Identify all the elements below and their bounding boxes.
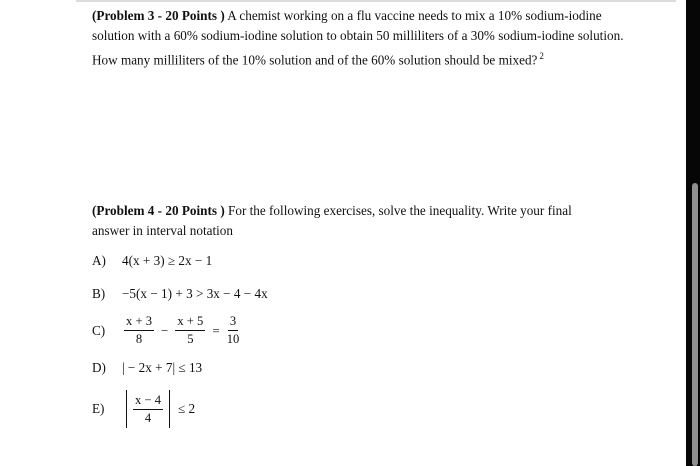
item-label: C): [92, 322, 106, 338]
inequality-d: [92, 360, 202, 376]
problem-4-heading: (Problem 4 - 20 Points ): [92, 203, 225, 218]
numerator: 3: [228, 314, 238, 331]
problem-4-paragraph: [92, 201, 592, 241]
fraction: [133, 393, 163, 426]
fraction: [124, 314, 154, 347]
inequality-e: [92, 390, 195, 428]
scrollbar-thumb[interactable]: [692, 183, 698, 466]
fraction: [227, 314, 240, 347]
item-label: A): [92, 253, 106, 268]
equals-operator: =: [212, 322, 220, 338]
problem-3-paragraph: [92, 6, 642, 70]
absolute-value-bar-right: [169, 390, 170, 428]
numerator: x + 3: [124, 314, 154, 331]
item-label: E): [92, 401, 105, 416]
footnote-marker: 2: [539, 51, 544, 61]
denominator: 10: [226, 332, 240, 346]
denominator: 5: [187, 332, 194, 346]
inequality-expression: −5(x − 1) + 3 > 3x − 4 − 4x: [122, 286, 268, 301]
scrollbar-track[interactable]: [686, 0, 700, 466]
inequality-c: [92, 314, 241, 347]
inequality-rhs: ≤ 2: [178, 401, 196, 416]
problem-3-heading: (Problem 3 - 20 Points ): [92, 8, 225, 23]
minus-operator: −: [161, 322, 169, 338]
denominator: 4: [144, 410, 152, 425]
inequality-a: [92, 253, 212, 269]
inequality-b: [92, 286, 268, 302]
problem-3-text: A chemist working on a flu vaccine needs to mix a 10% sodium-iodine solution with a 60% sodium-iodine solution to obtain 50 milliliters of a 30% sodium-iodine solution. How many milliliters of the 10% solution and of the 60% solution should be mixed?: [92, 8, 624, 68]
page-top-edge: [76, 0, 676, 2]
inequality-expression: | − 2x + 7| ≤ 13: [122, 360, 203, 375]
inequality-expression: 4(x + 3) ≥ 2x − 1: [122, 253, 213, 268]
problem-4-text: For the following exercises, solve the inequality. Write your final answer in interval notation: [92, 203, 572, 238]
fraction: [175, 314, 205, 347]
absolute-value-bar-left: [126, 390, 127, 428]
item-label: B): [92, 286, 106, 301]
item-label: D): [92, 360, 106, 375]
numerator: x − 4: [133, 393, 163, 410]
denominator: 8: [135, 332, 143, 346]
numerator: x + 5: [175, 314, 205, 331]
